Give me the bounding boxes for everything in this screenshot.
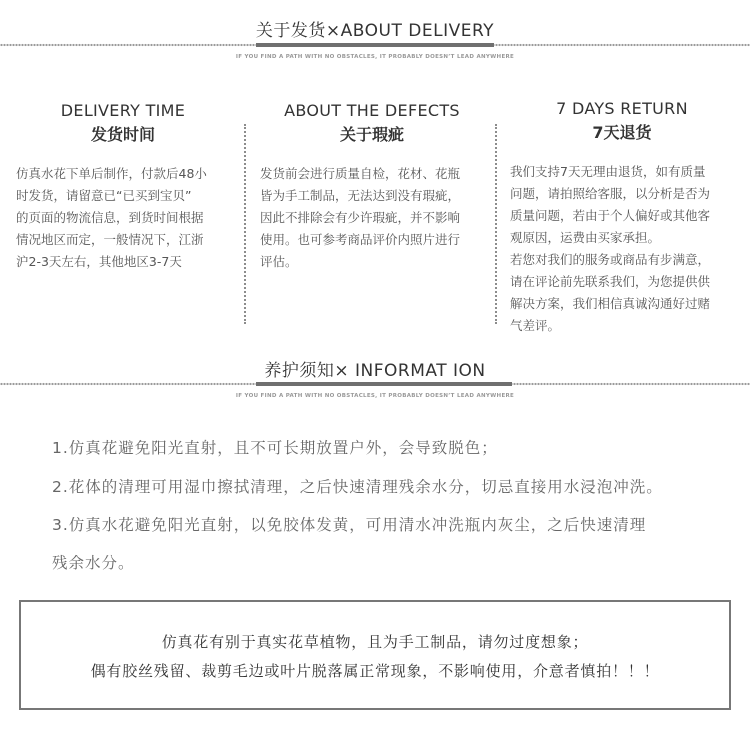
- text-line: 气差评。: [510, 318, 561, 333]
- text-line: 使用。也可参考商品评价内照片进行: [260, 232, 461, 247]
- delivery-time-text: [16, 163, 230, 273]
- notice-box: [19, 600, 731, 710]
- delivery-time-title-en: DELIVERY TIME: [60, 101, 186, 120]
- text-line: 请在评论前先联系我们，为您提供供: [510, 274, 711, 289]
- text-line: 若您对我们的服务或商品有步满意，: [510, 252, 711, 267]
- care-item: 1.仿真花避免阳光直射，且不可长期放置户外，会导致脱色；: [52, 439, 498, 457]
- text-line: 发货前会进行质量自检，花材、花瓶: [260, 166, 461, 181]
- text-line: 我们支持7天无理由退货，如有质量: [510, 164, 706, 179]
- text-line: 质量问题，若由于个人偏好或其他客: [510, 208, 711, 223]
- defects-text: [260, 163, 484, 273]
- text-line: 观原因，运费由买家承担。: [510, 230, 661, 245]
- delivery-title-bar: [256, 43, 494, 47]
- text-line: 问题，请拍照给客服，以分析是否为: [510, 186, 711, 201]
- delivery-tagline: IF YOU FIND A PATH WITH NO OBSTACLES, IT PROBABLY DOESN’T LEAD ANYWHERE: [235, 54, 515, 60]
- care-item: 3.仿真水花避免阳光直射，以免胶体发黄，可用清水冲洗瓶内灰尘，之后快速清理: [52, 516, 647, 534]
- info-tagline: IF YOU FIND A PATH WITH NO OBSTACLES, IT PROBABLY DOESN’T LEAD ANYWHERE: [235, 393, 515, 399]
- text-line: 评估。: [260, 254, 298, 269]
- defects-title-en: ABOUT THE DEFECTS: [284, 101, 460, 120]
- text-line: 时发货，请留意已“已买到宝贝”: [16, 188, 192, 203]
- notice-line-2: 偶有胶丝残留、裁剪毛边或叶片脱落属正常现象，不影响使用，介意者慎拍！！！: [90, 662, 660, 680]
- care-item: 残余水分。: [52, 554, 135, 572]
- delivery-time-title-cn: 发货时间: [90, 125, 155, 144]
- text-line: 沪2-3天左右，其他地区3-7天: [16, 254, 182, 269]
- return-title-cn: 7天退货: [592, 123, 652, 142]
- text-line: 解决方案，我们相信真诚沟通好过赌: [510, 296, 711, 311]
- return-title-en: 7 DAYS RETURN: [556, 99, 688, 118]
- defects-title-cn: 关于瑕疵: [339, 125, 404, 144]
- text-line: 仿真水花下单后制作，付款后48小: [16, 166, 207, 181]
- notice-line-1: 仿真花有别于真实花草植物，且为手工制品，请勿过度想象；: [161, 633, 589, 651]
- defects-column: [260, 101, 484, 273]
- column-divider: [244, 124, 246, 324]
- care-item: 2.花体的清理可用湿巾擦拭清理，之后快速清理残余水分，切忌直接用水浸泡冲洗。: [52, 478, 663, 496]
- delivery-section-title: 关于发货×ABOUT DELIVERY: [255, 21, 495, 41]
- return-column: [510, 99, 734, 337]
- info-section-title: 养护须知× INFORMAT ION: [264, 361, 486, 381]
- info-title-bar: [256, 382, 512, 386]
- column-divider: [495, 124, 497, 324]
- text-line: 情况地区而定，一般情况下，江浙: [16, 232, 204, 247]
- text-line: 皆为手工制品，无法达到没有瑕疵，: [260, 188, 461, 203]
- text-line: 的页面的物流信息，到货时间根据: [16, 210, 204, 225]
- text-line: 因此不排除会有少许瑕疵，并不影响: [260, 210, 461, 225]
- delivery-time-column: [16, 101, 230, 273]
- return-text: [510, 161, 734, 337]
